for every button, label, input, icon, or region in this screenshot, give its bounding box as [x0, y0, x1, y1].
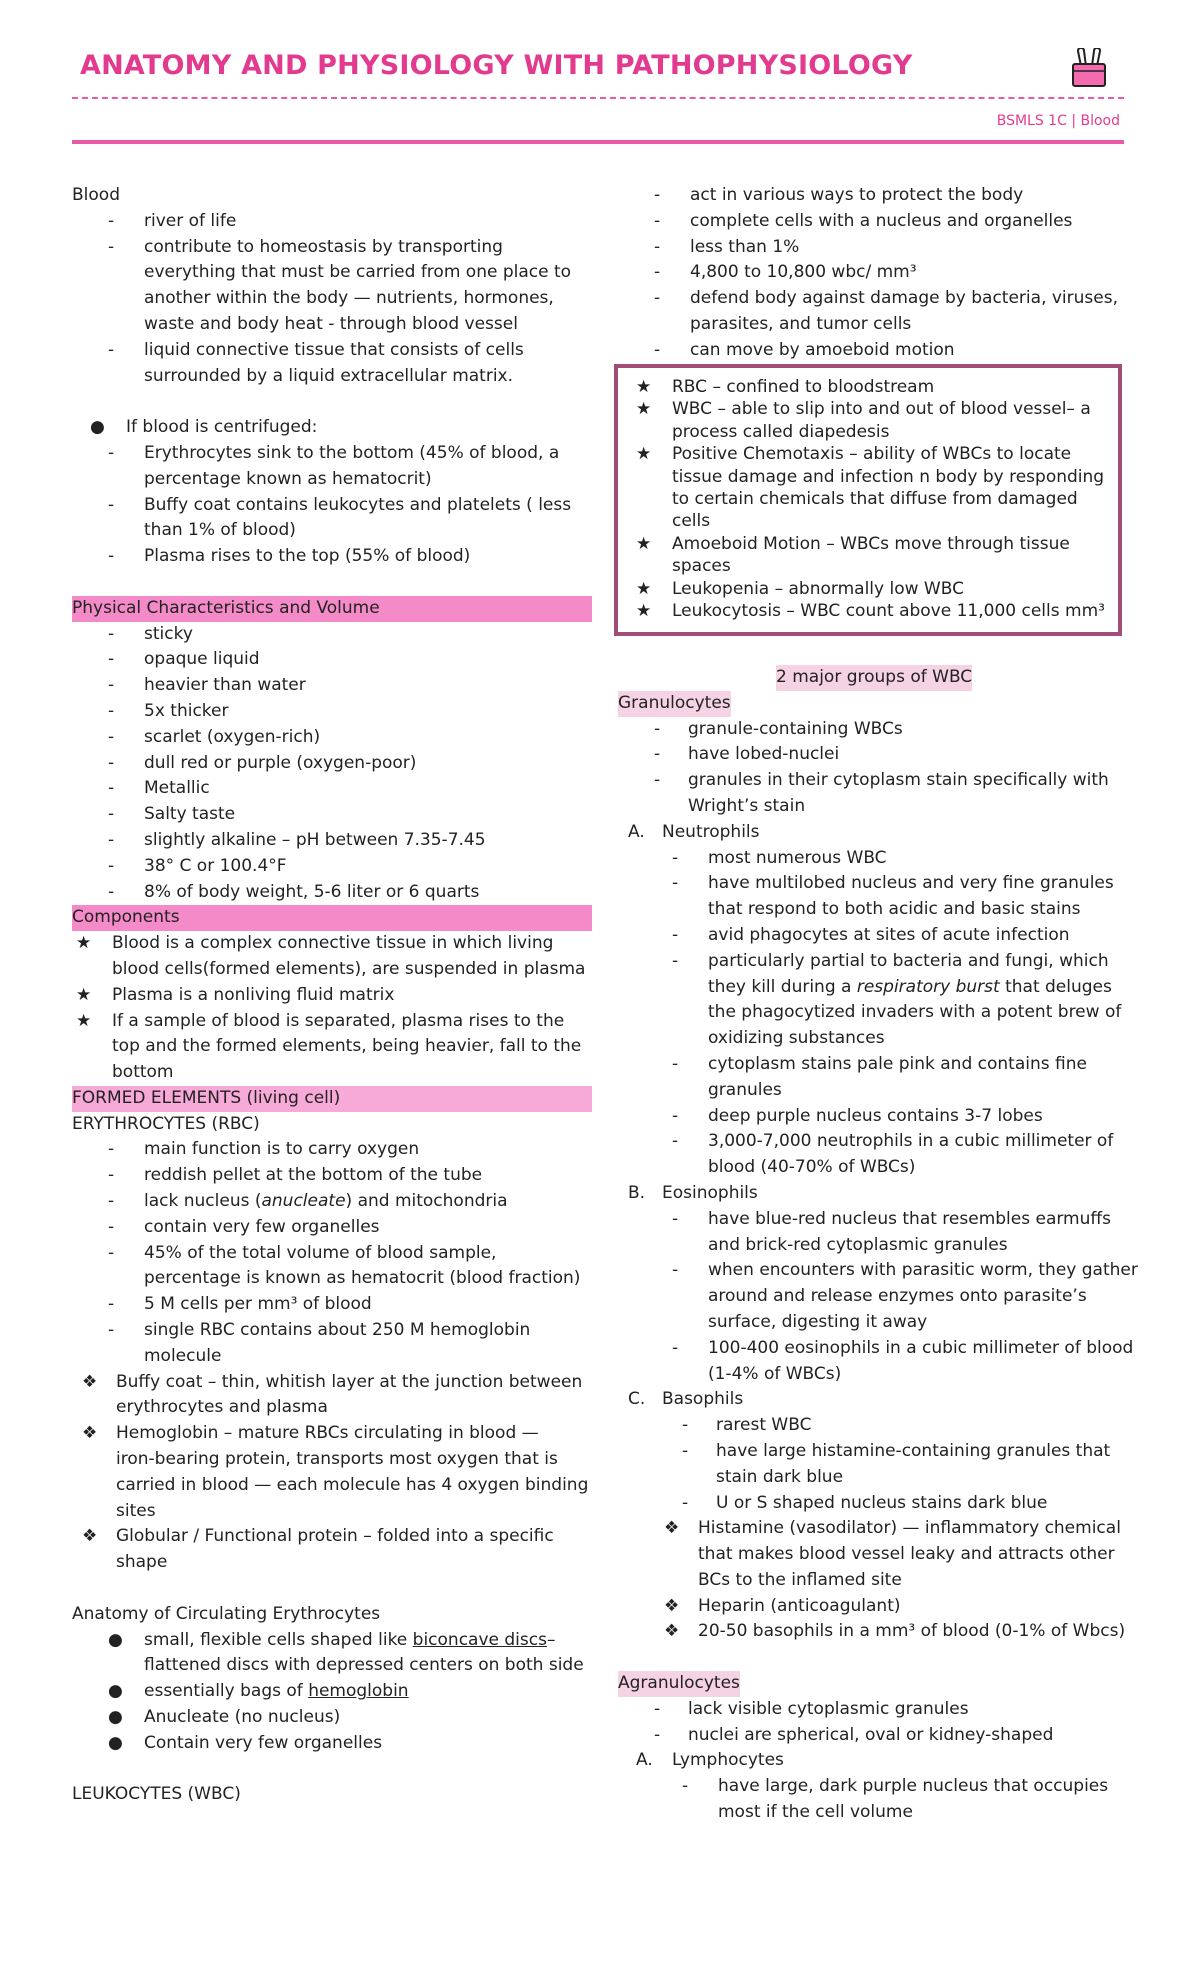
list-item: ● Anucleate (no nucleus)	[108, 1707, 341, 1728]
list-item: - complete cells with a nucleus and organelles	[654, 210, 1073, 231]
list-item: ★ If a sample of blood is separated, plasma rises to the	[76, 1010, 565, 1031]
wbc-terms-box	[614, 364, 1122, 636]
list-item: - liquid connective tissue that consists of cells	[108, 339, 524, 360]
list-item: ★ Positive Chemotaxis – ability of WBCs to locate	[636, 444, 1072, 465]
list-item: - when encounters with parasitic worm, they gather	[672, 1260, 1138, 1281]
list-item: - 5x thicker	[108, 700, 229, 721]
list-item: - have multilobed nucleus and very fine granules	[672, 873, 1114, 894]
list-item: - sticky	[108, 623, 193, 644]
blood-title: Blood	[72, 185, 120, 205]
list-item: ★ WBC – able to slip into and out of blood vessel– a	[636, 399, 1091, 420]
list-item: ● small, flexible cells shaped like biconcave discs–	[108, 1629, 556, 1650]
list-item: (1-4% of WBCs)	[708, 1363, 842, 1384]
list-item: ● essentially bags of hemoglobin	[108, 1681, 409, 1702]
list-item: sites	[116, 1500, 156, 1521]
list-item: - river of life	[108, 210, 237, 231]
list-item: flattened discs with depressed centers on both side	[144, 1655, 584, 1676]
list-item: cells	[672, 511, 711, 532]
list-item: that respond to both acidic and basic stains	[708, 899, 1081, 920]
list-item: - most numerous WBC	[672, 847, 887, 868]
list-item: - defend body against damage by bacteria, viruses,	[654, 288, 1118, 309]
list-item: ❖ Buffy coat – thin, whitish layer at the junction between	[82, 1371, 583, 1392]
list-item: to certain chemicals that diffuse from damaged	[672, 488, 1078, 509]
list-item: molecule	[144, 1345, 222, 1366]
list-item: another within the body — nutrients, hormones,	[144, 288, 554, 309]
list-item: percentage known as hematocrit)	[144, 468, 432, 489]
list-item: ● Contain very few organelles	[108, 1732, 383, 1753]
list-item: - cytoplasm stains pale pink and contains fine	[672, 1053, 1087, 1074]
page-title: ANATOMY AND PHYSIOLOGY WITH PATHOPHYSIOLOGY	[80, 50, 913, 81]
list-item: shape	[116, 1552, 168, 1573]
list-item: most if the cell volume	[718, 1802, 913, 1823]
list-item: - heavier than water	[108, 675, 306, 696]
list-item: - 3,000-7,000 neutrophils in a cubic millimeter of	[672, 1131, 1114, 1152]
list-item: bottom	[112, 1062, 174, 1083]
list-item: - deep purple nucleus contains 3-7 lobes	[672, 1105, 1043, 1126]
list-item: - rarest WBC	[682, 1415, 812, 1436]
list-item: - can move by amoeboid motion	[654, 339, 955, 360]
course-subtitle: BSMLS 1C | Blood	[996, 113, 1120, 129]
binder-clip-icon	[1070, 48, 1108, 88]
list-item: they kill during a respiratory burst that deluges	[708, 976, 1112, 997]
wbc-groups	[618, 665, 1138, 1826]
list-item: - 8% of body weight, 5-6 liter or 6 quarts	[108, 881, 480, 902]
list-item: surrounded by a liquid extracellular matrix.	[144, 365, 514, 386]
wbc-title: LEUKOCYTES (WBC)	[72, 1784, 241, 1805]
list-item: - 38° C or 100.4°F	[108, 855, 287, 876]
list-item: - main function is to carry oxygen	[108, 1139, 420, 1160]
list-item: than 1% of blood)	[144, 520, 296, 541]
formed-elements-heading: FORMED ELEMENTS (living cell)	[72, 1086, 592, 1112]
list-item: ★ RBC – confined to bloodstream	[636, 377, 935, 397]
list-item: parasites, and tumor cells	[690, 313, 912, 334]
centrifuge-title: ● If blood is centrifuged:	[90, 417, 318, 438]
list-item: iron-bearing protein, transports most oxygen that is	[116, 1449, 558, 1470]
list-item: ❖ Histamine (vasodilator) — inflammatory chemical	[664, 1518, 1121, 1539]
list-item: - contain very few organelles	[108, 1216, 380, 1237]
list-item: erythrocytes and plasma	[116, 1397, 328, 1418]
list-item: everything that must be carried from one place to	[144, 262, 572, 283]
left-column	[72, 183, 592, 1808]
list-item: tissue damage and infection n body by responding	[672, 466, 1105, 487]
list-item: ★ Leukocytosis – WBC count above 11,000 cells mm³	[636, 600, 1105, 621]
list-item: - opaque liquid	[108, 649, 260, 670]
list-item: percentage is known as hematocrit (blood fraction)	[144, 1268, 581, 1289]
list-item: waste and body heat - through blood vessel	[144, 313, 518, 334]
list-item: - 4,800 to 10,800 wbc/ mm³	[654, 262, 917, 283]
list-item: - have blue-red nucleus that resembles earmuffs	[672, 1208, 1111, 1229]
list-item: ❖ Globular / Functional protein – folded into a specific	[82, 1526, 554, 1547]
list-item: - contribute to homeostasis by transporting	[108, 236, 503, 257]
list-item: - lack visible cytoplasmic granules	[654, 1698, 969, 1719]
agranulocytes-heading: Agranulocytes	[618, 1671, 1128, 1697]
eosinophils-title: B. Eosinophils	[628, 1182, 758, 1203]
list-item: ★ Plasma is a nonliving fluid matrix	[76, 984, 395, 1005]
granulocytes-heading: Granulocytes	[618, 691, 1128, 717]
list-item: ❖ 20-50 basophils in a mm³ of blood (0-1% of Wbcs)	[664, 1621, 1126, 1642]
list-item: - avid phagocytes at sites of acute infection	[672, 924, 1070, 945]
wbc-list	[618, 183, 1128, 364]
list-item: BCs to the inflamed site	[698, 1569, 902, 1590]
list-item: ★ Amoeboid Motion – WBCs move through tissue	[636, 533, 1070, 554]
list-item: Wright’s stain	[688, 795, 806, 816]
list-item: stain dark blue	[716, 1466, 844, 1487]
header-dashed-divider	[72, 97, 1124, 99]
list-item: - single RBC contains about 250 M hemoglobin	[108, 1320, 531, 1341]
list-item: - act in various ways to protect the body	[654, 185, 1024, 205]
lymphocytes-title: A. Lymphocytes	[636, 1750, 784, 1771]
list-item: - Buffy coat contains leukocytes and platelets ( less	[108, 494, 572, 515]
components-heading: Components	[72, 905, 592, 931]
list-item: - granules in their cytoplasm stain specifically with	[654, 770, 1109, 791]
groups-heading: 2 major groups of WBC	[618, 665, 1128, 691]
list-item: - Salty taste	[108, 804, 236, 825]
list-item: - slightly alkaline – pH between 7.35-7.45	[108, 829, 486, 850]
list-item: - U or S shaped nucleus stains dark blue	[682, 1492, 1048, 1513]
list-item: carried in blood — each molecule has 4 oxygen binding	[116, 1474, 589, 1495]
list-item: - Erythrocytes sink to the bottom (45% of blood, a	[108, 442, 560, 463]
list-item: - have lobed-nuclei	[654, 744, 840, 765]
list-item: - reddish pellet at the bottom of the tube	[108, 1165, 483, 1186]
list-item: ★ Leukopenia – abnormally low WBC	[636, 578, 964, 599]
list-item: surface, digesting it away	[708, 1311, 928, 1332]
list-item: process called diapedesis	[672, 421, 890, 442]
list-item: - 100-400 eosinophils in a cubic millimeter of blood	[672, 1337, 1134, 1358]
list-item: top and the formed elements, being heavier, fall to the	[112, 1036, 582, 1057]
list-item: - 5 M cells per mm³ of blood	[108, 1294, 372, 1315]
neutrophils-title: A. Neutrophils	[628, 821, 760, 842]
list-item: that makes blood vessel leaky and attracts other	[698, 1544, 1115, 1565]
list-item: granules	[708, 1079, 782, 1100]
list-item: and brick-red cytoplasmic granules	[708, 1234, 1008, 1255]
list-item: spaces	[672, 556, 731, 577]
list-item: - have large histamine-containing granules that	[682, 1440, 1111, 1461]
list-item: - granule-containing WBCs	[654, 718, 903, 739]
header-solid-divider	[72, 140, 1124, 144]
list-item: oxidizing substances	[708, 1028, 885, 1049]
list-item: blood cells(formed elements), are suspended in plasma	[112, 958, 586, 979]
list-item: blood (40-70% of WBCs)	[708, 1157, 916, 1178]
list-item: - dull red or purple (oxygen-poor)	[108, 752, 417, 773]
list-item: - 45% of the total volume of blood sample,	[108, 1242, 497, 1263]
list-item: around and release enzymes onto parasite’s	[708, 1286, 1087, 1307]
list-item: - Metallic	[108, 778, 210, 799]
list-item: - have large, dark purple nucleus that occupies	[682, 1776, 1109, 1797]
list-item: - scarlet (oxygen-rich)	[108, 726, 321, 747]
rbc-title: ERYTHROCYTES (RBC)	[72, 1113, 260, 1134]
list-item: ★ Blood is a complex connective tissue in which living	[76, 933, 554, 954]
list-item: - lack nucleus (anucleate) and mitochondria	[108, 1191, 508, 1212]
physical-heading: Physical Characteristics and Volume	[72, 596, 592, 622]
list-item: - less than 1%	[654, 236, 800, 257]
list-item: ❖ Hemoglobin – mature RBCs circulating in blood —	[82, 1423, 539, 1444]
list-item: - Plasma rises to the top (55% of blood)	[108, 546, 471, 567]
list-item: ❖ Heparin (anticoagulant)	[664, 1595, 901, 1616]
list-item: - nuclei are spherical, oval or kidney-shaped	[654, 1724, 1054, 1745]
anatomy-title: Anatomy of Circulating Erythrocytes	[72, 1603, 381, 1624]
list-item: the phagocytized invaders with a potent brew of	[708, 1002, 1122, 1023]
list-item: - particularly partial to bacteria and fungi, which	[672, 950, 1109, 971]
basophils-title: C. Basophils	[628, 1389, 744, 1410]
